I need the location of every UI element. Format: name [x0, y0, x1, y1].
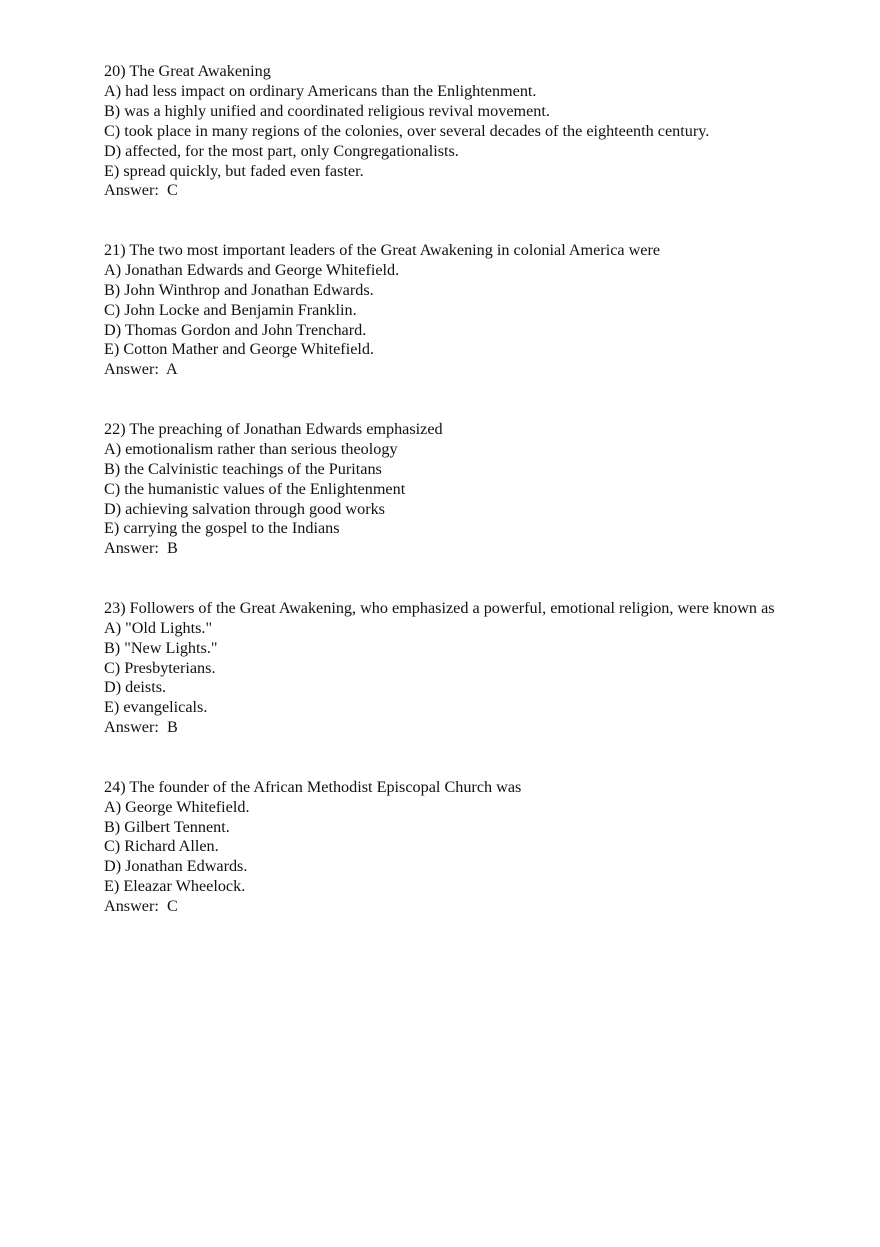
question-stem: 21) The two most important leaders of the Great Awakening in colonial America were: [104, 240, 661, 259]
option-e: E) Cotton Mather and George Whitefield.: [104, 340, 375, 359]
option-d: D) achieving salvation through good works: [104, 499, 385, 518]
option-b: B) "New Lights.": [104, 638, 218, 657]
option-e: E) spread quickly, but faded even faster.: [104, 161, 364, 180]
option-a: A) had less impact on ordinary Americans than the Enlightenment.: [104, 81, 537, 100]
option-b: B) was a highly unified and coordinated religious revival movement.: [104, 101, 550, 120]
option-e: E) carrying the gospel to the Indians: [104, 519, 340, 538]
option-c: C) took place in many regions of the colonies, over several decades of the eighteenth century.: [104, 121, 710, 140]
option-a: A) "Old Lights.": [104, 618, 213, 637]
option-d: D) affected, for the most part, only Congregationalists.: [104, 141, 459, 160]
option-e: E) evangelicals.: [104, 698, 208, 717]
question-20: [104, 62, 824, 201]
option-c: C) John Locke and Benjamin Franklin.: [104, 300, 357, 319]
option-e: E) Eleazar Wheelock.: [104, 877, 246, 896]
answer-line: Answer: C: [104, 181, 178, 200]
question-22: [104, 420, 824, 559]
option-a: A) George Whitefield.: [104, 797, 250, 816]
question-stem: 24) The founder of the African Methodist Episcopal Church was: [104, 777, 522, 796]
option-d: D) deists.: [104, 678, 167, 697]
question-23: [104, 599, 824, 738]
question-stem: 22) The preaching of Jonathan Edwards emphasized: [104, 419, 443, 438]
answer-line: Answer: B: [104, 718, 178, 737]
option-b: B) the Calvinistic teachings of the Puritans: [104, 459, 382, 478]
option-a: A) Jonathan Edwards and George Whitefield.: [104, 260, 400, 279]
option-c: C) Presbyterians.: [104, 658, 216, 677]
option-d: D) Jonathan Edwards.: [104, 857, 248, 876]
option-d: D) Thomas Gordon and John Trenchard.: [104, 320, 367, 339]
question-24: [104, 778, 824, 917]
option-c: C) the humanistic values of the Enlightenment: [104, 479, 406, 498]
question-21: [104, 241, 824, 380]
option-b: B) John Winthrop and Jonathan Edwards.: [104, 280, 374, 299]
answer-line: Answer: B: [104, 539, 178, 558]
option-a: A) emotionalism rather than serious theology: [104, 439, 398, 458]
document-page: [104, 62, 824, 917]
option-b: B) Gilbert Tennent.: [104, 817, 230, 836]
question-stem: 20) The Great Awakening: [104, 62, 271, 80]
question-stem: 23) Followers of the Great Awakening, who emphasized a powerful, emotional religion, were known as: [104, 598, 775, 617]
option-c: C) Richard Allen.: [104, 837, 219, 856]
answer-line: Answer: C: [104, 897, 178, 916]
answer-line: Answer: A: [104, 360, 178, 379]
